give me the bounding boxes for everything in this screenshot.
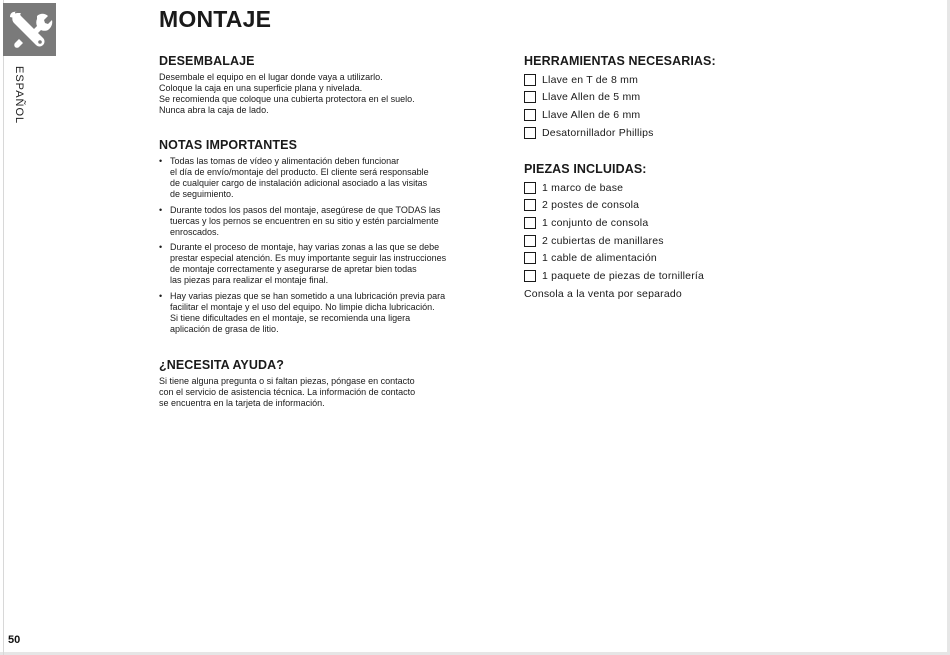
part-label: 1 marco de base — [542, 181, 624, 194]
tool-item — [524, 71, 824, 89]
part-item — [524, 179, 824, 197]
checkbox-icon — [524, 217, 536, 229]
checkbox-icon — [524, 91, 536, 103]
language-label: ESPAÑOL — [13, 66, 25, 125]
wrench-icon — [3, 3, 56, 56]
left-margin-rule — [3, 0, 4, 655]
checkbox-icon — [524, 252, 536, 264]
tool-label: Llave Allen de 6 mm — [542, 108, 641, 121]
unpacking-text: Desembale el equipo en el lugar donde vaya a utilizarlo. Coloque la caja en una superficie plana y nivelada. Se recomienda que coloque una cubierta protectora en el suelo. Nunca abra la caja de lado. — [159, 72, 415, 115]
part-item — [524, 214, 824, 232]
part-label: 2 postes de consola — [542, 199, 640, 212]
bullet-icon: • — [159, 156, 163, 166]
note-text: Hay varias piezas que se han sometido a una lubricación previa para facilitar el montaje y el uso del equipo. No limpie dicha lubricación. Si tiene dificultades en el montaje, se recomienda una ligera aplicación de grasa de litio. — [170, 290, 446, 334]
part-item — [524, 232, 824, 250]
tools-heading: HERRAMIENTAS NECESARIAS: — [524, 54, 716, 68]
bullet-icon: • — [159, 242, 163, 252]
tool-item — [524, 124, 824, 142]
checkbox-icon — [524, 270, 536, 282]
note-item — [159, 205, 499, 238]
part-label: 1 paquete de piezas de tornillería — [542, 269, 705, 282]
part-label: 1 conjunto de consola — [542, 216, 649, 229]
help-heading: ¿NECESITA AYUDA? — [159, 358, 284, 372]
part-item — [524, 267, 824, 285]
parts-section — [524, 162, 824, 300]
tool-label: Desatornillador Phillips — [542, 126, 654, 139]
part-item — [524, 249, 824, 267]
tools-section — [524, 54, 824, 141]
help-section — [159, 358, 489, 409]
tool-item — [524, 106, 824, 124]
checkbox-icon — [524, 127, 536, 139]
note-text: Todas las tomas de vídeo y alimentación deben funcionar el día de envío/montaje del producto. El cliente será responsable de cualquier cargo de instalación adicional asociado a las visitas de seguimiento. — [170, 156, 429, 199]
page-title: MONTAJE — [159, 6, 272, 32]
unpacking-heading: DESEMBALAJE — [159, 54, 255, 68]
checkbox-icon — [524, 74, 536, 86]
unpacking-section — [159, 54, 489, 116]
bullet-icon: • — [159, 290, 163, 301]
help-text: Si tiene alguna pregunta o si faltan piezas, póngase en contacto con el servicio de asistencia técnica. La información de contacto se encuentra en la tarjeta de información. — [159, 376, 416, 408]
console-sold-separately-note: Consola a la venta por separado — [524, 287, 682, 300]
checkbox-icon — [524, 109, 536, 121]
note-item — [159, 242, 499, 286]
part-label: 1 cable de alimentación — [542, 252, 657, 265]
important-notes-section — [159, 138, 499, 339]
part-item — [524, 197, 824, 215]
note-item — [159, 156, 499, 200]
part-label: 2 cubiertas de manillares — [542, 234, 664, 247]
parts-heading: PIEZAS INCLUIDAS: — [524, 162, 647, 176]
tool-label: Llave en T de 8 mm — [542, 73, 639, 86]
checkbox-icon — [524, 199, 536, 211]
important-notes-list — [159, 156, 499, 335]
note-item — [159, 291, 499, 335]
tools-list — [524, 71, 824, 141]
note-text: Durante el proceso de montaje, hay varias zonas a las que se debe prestar especial atención. Es muy importante seguir las instrucciones de montaje correctamente y asegurarse de apretar bien todas las piezas para realizar el montaje final. — [170, 242, 447, 285]
bullet-icon: • — [159, 204, 163, 215]
parts-list — [524, 179, 824, 285]
tool-label: Llave Allen de 5 mm — [542, 91, 641, 104]
important-notes-heading: NOTAS IMPORTANTES — [159, 138, 298, 152]
checkbox-icon — [524, 182, 536, 194]
checkbox-icon — [524, 235, 536, 247]
note-text: Durante todos los pasos del montaje, asegúrese de que TODAS las tuercas y los pernos se encuentren en su sitio y estén parcialmente enroscados. — [170, 204, 441, 237]
page-number: 50 — [8, 634, 21, 646]
tool-item — [524, 89, 824, 107]
